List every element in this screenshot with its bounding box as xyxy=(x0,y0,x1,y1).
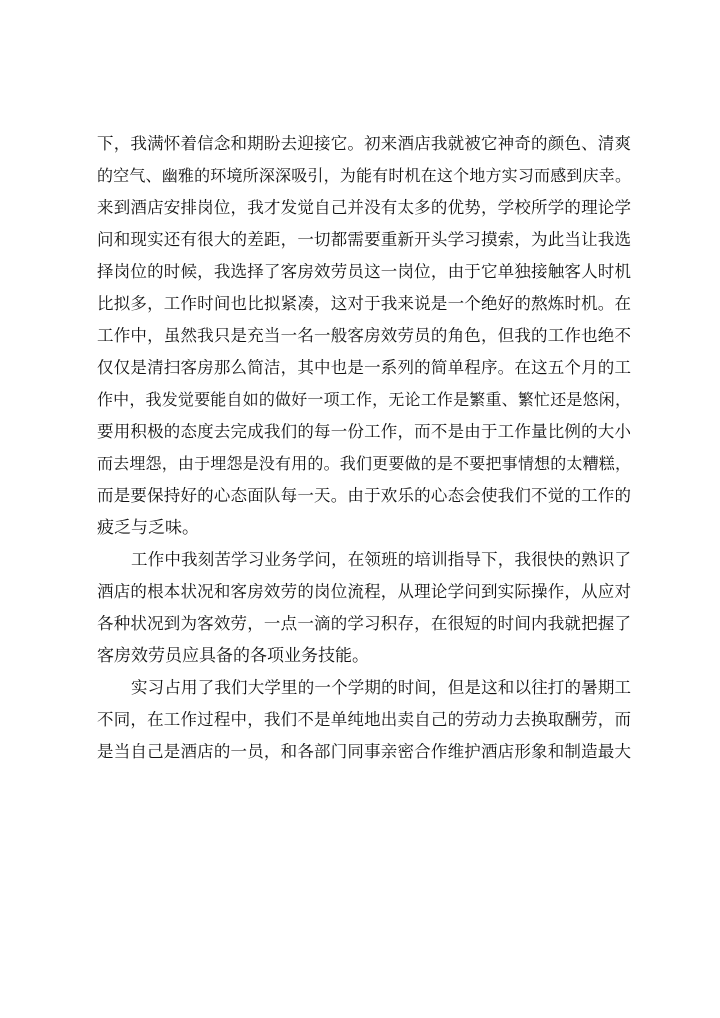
text-line: 问和现实还有很大的差距，一切都需要重新开头学习摸索，为此当让我选 xyxy=(97,230,631,249)
text-line: 要用积极的态度去完成我们的每一份工作，而不是由于工作量比例的大小 xyxy=(97,422,631,441)
text-line: 比拟多，工作时间也比拟紧凑，这对于我来说是一个绝好的熬炼时机。在 xyxy=(97,294,631,313)
text-line: 工作中，虽然我只是充当一名一般客房效劳员的角色，但我的工作也绝不 xyxy=(97,326,631,345)
text-line: 客房效劳员应具备的各项业务技能。 xyxy=(97,646,369,666)
text-line: 的空气、幽雅的环境所深深吸引，为能有时机在这个地方实习而感到庆幸。 xyxy=(97,166,631,185)
document-body xyxy=(97,128,631,768)
text-line: 是当自己是酒店的一员，和各部门同事亲密合作维护酒店形象和制造最大 xyxy=(97,742,631,761)
text-line: 下，我满怀着信念和期盼去迎接它。初来酒店我就被它神奇的颜色、清爽 xyxy=(97,134,631,153)
text-line: 而是要保持好的心态面队每一天。由于欢乐的心态会使我们不觉的工作的 xyxy=(97,486,631,505)
text-line: 择岗位的时候，我选择了客房效劳员这一岗位，由于它单独接触客人时机 xyxy=(97,262,631,281)
text-line: 疲乏与乏味。 xyxy=(97,518,199,538)
text-line: 工作中我刻苦学习业务学问，在领班的培训指导下，我很快的熟识了 xyxy=(131,550,631,569)
text-line: 而去埋怨，由于埋怨是没有用的。我们更要做的是不要把事情想的太糟糕， xyxy=(97,454,631,473)
text-line: 来到酒店安排岗位，我才发觉自己并没有太多的优势，学校所学的理论学 xyxy=(97,198,631,217)
text-line: 仅仅是清扫客房那么简洁，其中也是一系列的简单程序。在这五个月的工 xyxy=(97,358,631,377)
text-line: 实习占用了我们大学里的一个学期的时间，但是这和以往打的暑期工 xyxy=(131,678,631,697)
paragraph-1 xyxy=(97,128,631,544)
paragraph-2 xyxy=(97,544,631,672)
paragraph-3 xyxy=(97,672,631,768)
text-line: 不同，在工作过程中，我们不是单纯地出卖自己的劳动力去换取酬劳，而 xyxy=(97,710,631,729)
text-line: 酒店的根本状况和客房效劳的岗位流程，从理论学问到实际操作，从应对 xyxy=(97,582,631,601)
text-line: 作中，我发觉要能自如的做好一项工作，无论工作是繁重、繁忙还是悠闲， xyxy=(97,390,631,409)
text-line: 各种状况到为客效劳，一点一滴的学习积存，在很短的时间内我就把握了 xyxy=(97,614,631,633)
